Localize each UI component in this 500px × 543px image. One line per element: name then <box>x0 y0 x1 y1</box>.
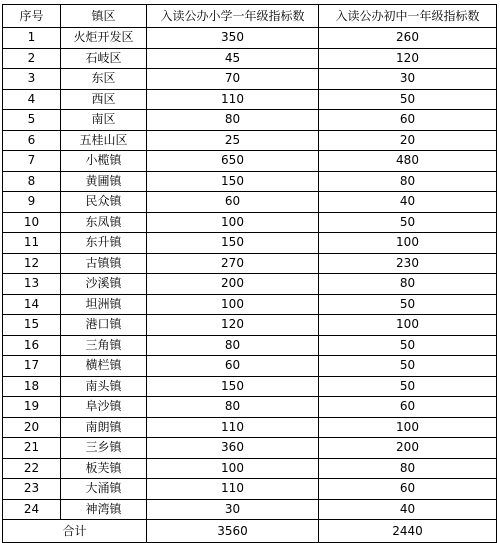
table-row <box>3 233 497 254</box>
cell-district: 神湾镇 <box>61 499 147 520</box>
cell-index: 22 <box>3 458 61 479</box>
cell-index: 10 <box>3 212 61 233</box>
cell-district: 南头镇 <box>61 376 147 397</box>
table-row <box>3 438 497 459</box>
cell-district: 小榄镇 <box>61 151 147 172</box>
cell-district: 古镇镇 <box>61 253 147 274</box>
cell-district: 南区 <box>61 110 147 131</box>
cell-district: 民众镇 <box>61 192 147 213</box>
cell-index: 20 <box>3 417 61 438</box>
table-row <box>3 397 497 418</box>
cell-middle-quota: 120 <box>319 48 497 69</box>
cell-primary-quota: 30 <box>147 499 319 520</box>
cell-district: 三乡镇 <box>61 438 147 459</box>
table-row <box>3 274 497 295</box>
cell-middle-quota: 260 <box>319 28 497 49</box>
cell-index: 8 <box>3 171 61 192</box>
total-row <box>3 520 497 543</box>
cell-index: 13 <box>3 274 61 295</box>
cell-district: 三角镇 <box>61 335 147 356</box>
table-row <box>3 315 497 336</box>
cell-middle-quota: 80 <box>319 458 497 479</box>
cell-middle-quota: 100 <box>319 233 497 254</box>
cell-primary-quota: 650 <box>147 151 319 172</box>
cell-primary-quota: 25 <box>147 130 319 151</box>
cell-district: 板芙镇 <box>61 458 147 479</box>
cell-index: 23 <box>3 479 61 500</box>
table-row <box>3 479 497 500</box>
cell-middle-quota: 60 <box>319 397 497 418</box>
cell-primary-quota: 110 <box>147 417 319 438</box>
cell-primary-quota: 110 <box>147 479 319 500</box>
cell-middle-quota: 80 <box>319 274 497 295</box>
cell-middle-quota: 50 <box>319 335 497 356</box>
table-body <box>3 28 497 520</box>
table-row <box>3 110 497 131</box>
cell-middle-quota: 40 <box>319 192 497 213</box>
cell-district: 东升镇 <box>61 233 147 254</box>
table-row <box>3 89 497 110</box>
header-cell-index: 序号 <box>3 5 61 28</box>
table-row <box>3 192 497 213</box>
cell-primary-quota: 350 <box>147 28 319 49</box>
cell-index: 14 <box>3 294 61 315</box>
cell-district: 南朗镇 <box>61 417 147 438</box>
header-cell-middle-quota: 入读公办初中一年级指标数 <box>319 5 497 28</box>
cell-primary-quota: 150 <box>147 376 319 397</box>
cell-district: 坦洲镇 <box>61 294 147 315</box>
cell-index: 12 <box>3 253 61 274</box>
table-row <box>3 356 497 377</box>
cell-index: 1 <box>3 28 61 49</box>
cell-middle-quota: 230 <box>319 253 497 274</box>
cell-middle-quota: 50 <box>319 212 497 233</box>
cell-middle-quota: 20 <box>319 130 497 151</box>
cell-middle-quota: 50 <box>319 294 497 315</box>
quota-table <box>2 4 497 543</box>
cell-district: 石岐区 <box>61 48 147 69</box>
table-row <box>3 499 497 520</box>
cell-middle-quota: 480 <box>319 151 497 172</box>
cell-index: 16 <box>3 335 61 356</box>
cell-district: 黄圃镇 <box>61 171 147 192</box>
table-row <box>3 417 497 438</box>
cell-middle-quota: 100 <box>319 315 497 336</box>
table-row <box>3 48 497 69</box>
cell-index: 9 <box>3 192 61 213</box>
cell-primary-quota: 70 <box>147 69 319 90</box>
cell-primary-quota: 80 <box>147 110 319 131</box>
cell-middle-quota: 30 <box>319 69 497 90</box>
cell-district: 大涌镇 <box>61 479 147 500</box>
cell-index: 4 <box>3 89 61 110</box>
cell-primary-quota: 80 <box>147 335 319 356</box>
total-middle: 2440 <box>319 520 497 543</box>
cell-primary-quota: 60 <box>147 356 319 377</box>
cell-index: 24 <box>3 499 61 520</box>
cell-district: 沙溪镇 <box>61 274 147 295</box>
table-row <box>3 171 497 192</box>
cell-district: 港口镇 <box>61 315 147 336</box>
cell-index: 5 <box>3 110 61 131</box>
total-primary: 3560 <box>147 520 319 543</box>
cell-district: 五桂山区 <box>61 130 147 151</box>
table-row <box>3 69 497 90</box>
table-row <box>3 130 497 151</box>
table-row <box>3 376 497 397</box>
cell-index: 2 <box>3 48 61 69</box>
cell-index: 15 <box>3 315 61 336</box>
cell-index: 7 <box>3 151 61 172</box>
header-cell-primary-quota: 入读公办小学一年级指标数 <box>147 5 319 28</box>
cell-district: 西区 <box>61 89 147 110</box>
cell-index: 17 <box>3 356 61 377</box>
cell-middle-quota: 50 <box>319 89 497 110</box>
cell-middle-quota: 200 <box>319 438 497 459</box>
cell-primary-quota: 150 <box>147 233 319 254</box>
cell-primary-quota: 150 <box>147 171 319 192</box>
cell-index: 6 <box>3 130 61 151</box>
table-row <box>3 253 497 274</box>
cell-primary-quota: 80 <box>147 397 319 418</box>
cell-index: 3 <box>3 69 61 90</box>
header-row <box>3 5 497 28</box>
cell-middle-quota: 50 <box>319 376 497 397</box>
cell-middle-quota: 80 <box>319 171 497 192</box>
cell-index: 21 <box>3 438 61 459</box>
table-row <box>3 28 497 49</box>
table-row <box>3 212 497 233</box>
cell-primary-quota: 100 <box>147 294 319 315</box>
cell-district: 火炬开发区 <box>61 28 147 49</box>
cell-index: 11 <box>3 233 61 254</box>
cell-district: 横栏镇 <box>61 356 147 377</box>
table-row <box>3 458 497 479</box>
cell-primary-quota: 110 <box>147 89 319 110</box>
cell-middle-quota: 60 <box>319 479 497 500</box>
table-row <box>3 151 497 172</box>
header-cell-district: 镇区 <box>61 5 147 28</box>
cell-middle-quota: 60 <box>319 110 497 131</box>
cell-district: 阜沙镇 <box>61 397 147 418</box>
total-label: 合计 <box>3 520 147 543</box>
table-row <box>3 294 497 315</box>
cell-primary-quota: 100 <box>147 212 319 233</box>
cell-index: 19 <box>3 397 61 418</box>
cell-district: 东区 <box>61 69 147 90</box>
cell-primary-quota: 120 <box>147 315 319 336</box>
table-row <box>3 335 497 356</box>
cell-primary-quota: 200 <box>147 274 319 295</box>
cell-primary-quota: 100 <box>147 458 319 479</box>
cell-district: 东凤镇 <box>61 212 147 233</box>
cell-middle-quota: 50 <box>319 356 497 377</box>
cell-middle-quota: 40 <box>319 499 497 520</box>
cell-primary-quota: 270 <box>147 253 319 274</box>
cell-primary-quota: 60 <box>147 192 319 213</box>
cell-primary-quota: 45 <box>147 48 319 69</box>
cell-primary-quota: 360 <box>147 438 319 459</box>
cell-index: 18 <box>3 376 61 397</box>
cell-middle-quota: 100 <box>319 417 497 438</box>
